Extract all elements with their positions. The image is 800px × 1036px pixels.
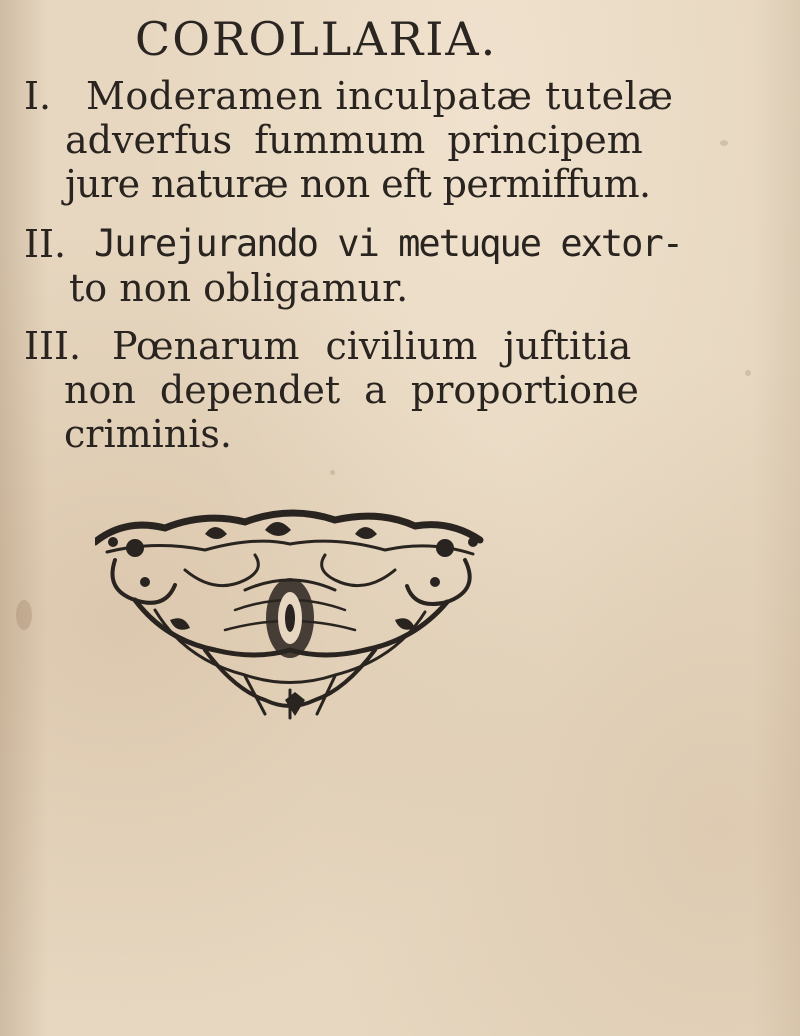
floral-tailpiece-ornament-icon: [95, 500, 485, 720]
roman-numeral: III.: [24, 324, 82, 368]
roman-numeral: I.: [24, 74, 52, 118]
text-line: non dependet a proportione: [64, 368, 639, 412]
text-line: to non obligamur.: [69, 266, 409, 310]
paper-spot: [720, 140, 728, 146]
text-line: jure naturæ non eft permiffum.: [65, 162, 651, 206]
roman-numeral: II.: [24, 222, 67, 266]
page-heading: COROLLARIA.: [135, 12, 498, 66]
paper-spot: [330, 470, 335, 475]
paper-spot: [745, 370, 751, 376]
corollary-item-1: [24, 74, 674, 206]
text-line: Jurejurando vi metuque extor-: [94, 222, 683, 265]
corollary-item-3: [24, 324, 639, 456]
corollary-item-2: [24, 222, 683, 310]
text-line: adverfus fummum principem: [65, 118, 643, 162]
text-line: Pœnarum civilium juftitia: [112, 324, 632, 368]
text-line: Moderamen inculpatæ tutelæ: [86, 74, 674, 118]
paper-spot: [16, 600, 32, 630]
text-line: criminis.: [64, 412, 232, 456]
